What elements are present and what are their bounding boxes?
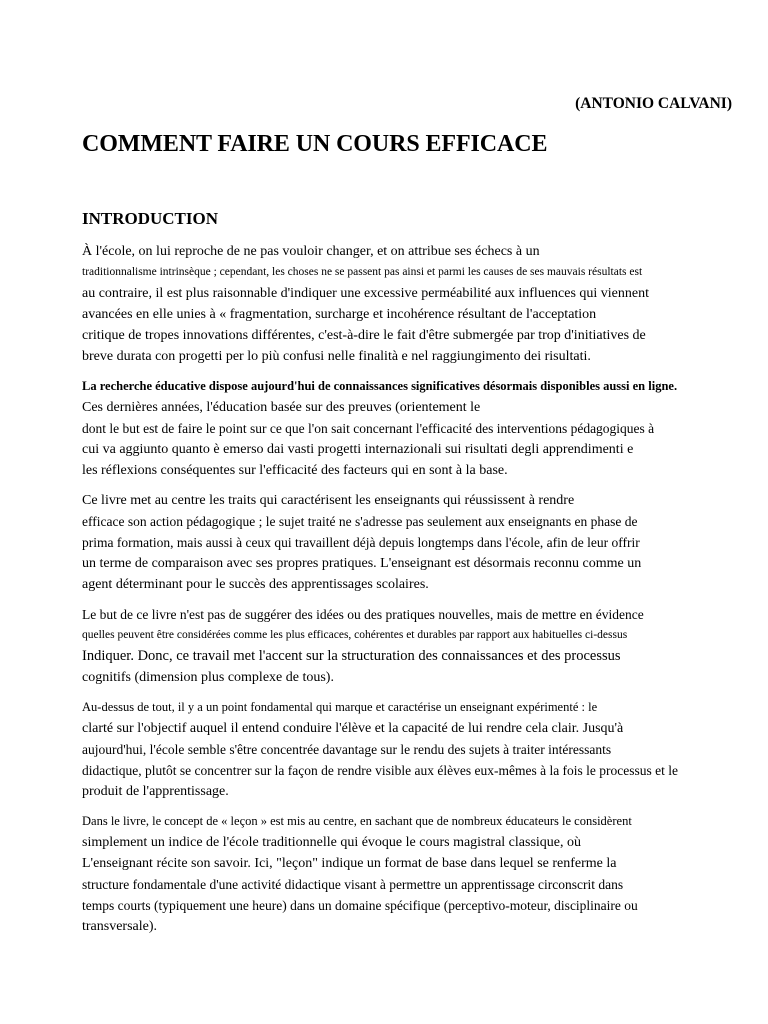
text-line: agent déterminant pour le succès des apprentissages scolaires.: [82, 577, 429, 592]
text-line: prima formation, mais aussi à ceux qui travaillent déjà depuis longtemps dans l'école, afin de leur offrir: [82, 535, 640, 550]
text-line: produit de l'apprentissage.: [82, 784, 229, 799]
text-line: quelles peuvent être considérées comme les plus efficaces, cohérentes et durables par rapport aux habituelles ci-dessus: [82, 629, 628, 641]
text-line: un terme de comparaison avec ses propres pratiques. L'enseignant est désormais reconnu comme un: [82, 556, 642, 571]
paragraph-3: [82, 490, 752, 595]
text-line: Ces dernières années, l'éducation basée sur des preuves (orientement le: [82, 400, 481, 415]
text-line: Au-dessus de tout, il y a un point fondamental qui marque et caractérise un enseignant expérimenté : le: [82, 700, 598, 714]
section-heading-introduction: INTRODUCTION: [82, 209, 219, 228]
text-line: efficace son action pédagogique ; le sujet traité ne s'adresse pas seulement aux enseignants en phase de: [82, 514, 638, 529]
text-line: simplement un indice de l'école traditionnelle qui évoque le cours magistral classique, où: [82, 835, 581, 850]
text-line: Indiquer. Donc, ce travail met l'accent sur la structuration des connaissances et des processus: [82, 648, 621, 664]
text-line: Ce livre met au centre les traits qui caractérisent les enseignants qui réussissent à rendre: [82, 493, 575, 508]
text-line: transversale).: [82, 919, 158, 934]
text-line: didactique, plutôt se concentrer sur la façon de rendre visible aux élèves eux-mêmes à la fois le processus et le: [82, 763, 679, 778]
paragraph-5: [82, 697, 752, 802]
text-line: cognitifs (dimension plus complexe de tous).: [82, 670, 334, 685]
paragraph-6: [82, 811, 752, 937]
text-line: les réflexions conséquentes sur l'efficacité des facteurs qui en sont à la base.: [82, 463, 508, 478]
author-name: (ANTONIO CALVANI): [575, 95, 732, 112]
text-line: Le but de ce livre n'est pas de suggérer des idées ou des pratiques nouvelles, mais de mettre en évidence: [82, 607, 644, 622]
text-line: breve durata con progetti per lo più confusi nelle finalità e nel raggiungimento dei risultati.: [82, 349, 591, 364]
text-line: clarté sur l'objectif auquel il entend conduire l'élève et la capacité de lui rendre cela clair. Jusqu'à: [82, 721, 624, 736]
text-line: structure fondamentale d'une activité didactique visant à permettre un apprentissage circonscrit dans: [82, 877, 624, 892]
document-title: COMMENT FAIRE UN COURS EFFICACE: [82, 131, 548, 157]
text-line: temps courts (typiquement une heure) dans un domaine spécifique (perceptivo-moteur, disciplinaire ou: [82, 898, 638, 913]
text-line: Dans le livre, le concept de « leçon » est mis au centre, en sachant que de nombreux éducateurs le considèrent: [82, 814, 632, 828]
text-line: traditionnalisme intrinsèque ; cependant, les choses ne se passent pas ainsi et parmi les causes de ses mauvais résultats est: [82, 266, 643, 278]
text-line: aujourd'hui, l'école semble s'être concentrée davantage sur le rendu des sujets à traiter intéressants: [82, 742, 612, 757]
paragraph-4: [82, 604, 752, 688]
body-text: [82, 241, 752, 937]
text-line-bold: La recherche éducative dispose aujourd'hui de connaissances significatives désormais disponibles aussi en ligne.: [82, 379, 678, 393]
text-line: L'enseignant récite son savoir. Ici, "leçon" indique un format de base dans lequel se renferme la: [82, 856, 617, 871]
text-line: À l'école, on lui reproche de ne pas vouloir changer, et on attribue ses échecs à un: [82, 244, 540, 259]
text-line: critique de tropes innovations différentes, c'est-à-dire le fait d'être submergée par trop d'initiatives de: [82, 328, 646, 343]
text-line: dont le but est de faire le point sur ce que l'on sait concernant l'efficacité des interventions pédagogiques à: [82, 421, 655, 436]
paragraph-1: [82, 241, 752, 367]
text-line: au contraire, il est plus raisonnable d'indiquer une excessive perméabilité aux influences qui viennent: [82, 286, 649, 301]
paragraph-2: [82, 376, 752, 481]
text-line: avancées en elle unies à « fragmentation, surcharge et incohérence résultant de l'acceptation: [82, 307, 597, 322]
text-line: cui va aggiunto quanto è emerso dai vasti progetti internazionali sui risultati degli apprendimenti e: [82, 442, 634, 457]
